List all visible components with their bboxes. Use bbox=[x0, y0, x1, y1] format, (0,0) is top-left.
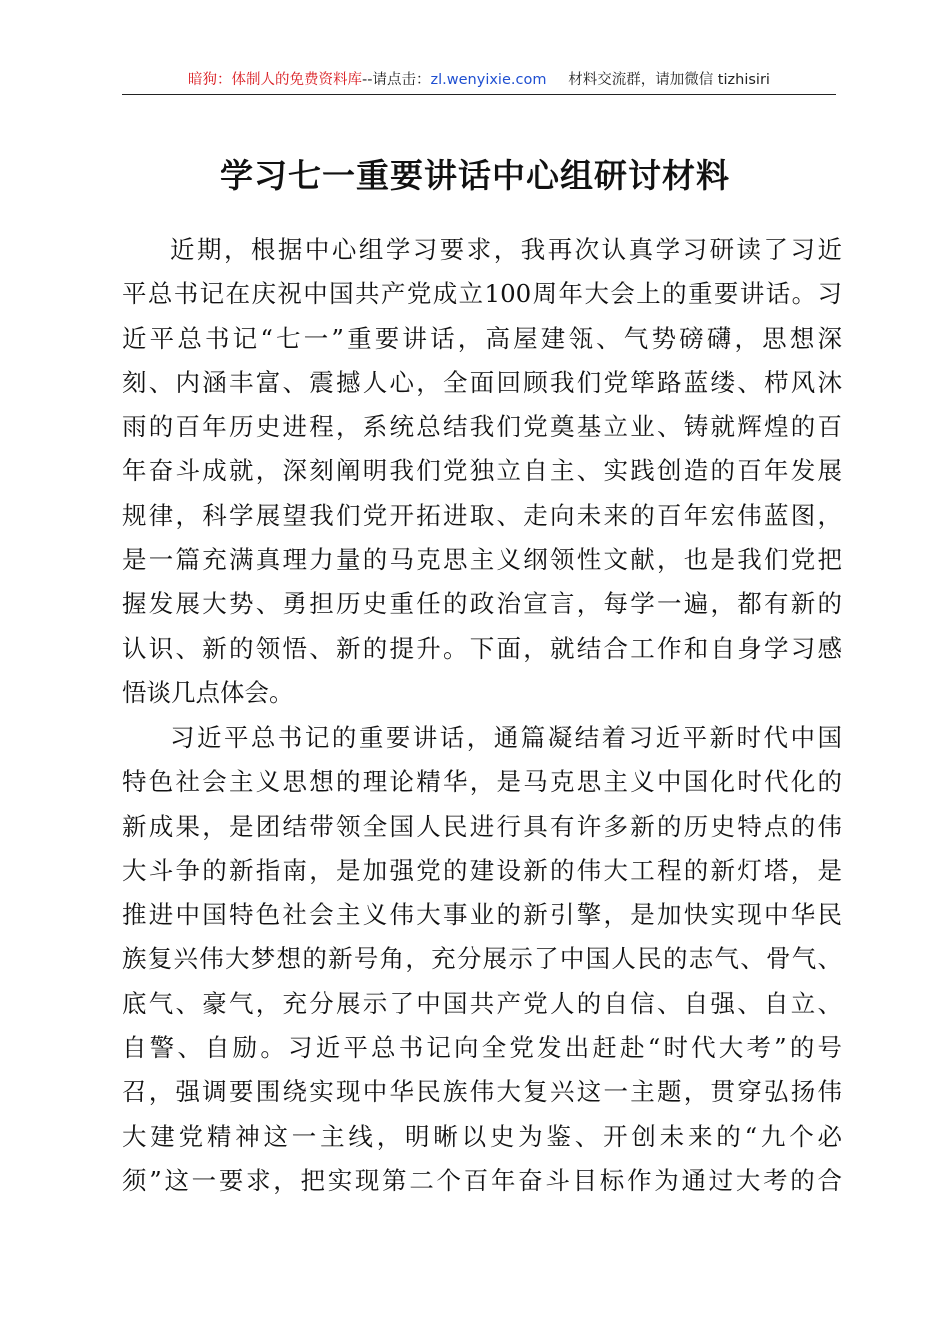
paragraph-1 bbox=[122, 228, 842, 715]
paragraph-line: 特色社会主义思想的理论精华，是马克思主义中国化时代化的 bbox=[122, 767, 842, 797]
document-title: 学习七一重要讲话中心组研讨材料 bbox=[220, 156, 730, 195]
paragraph-line: 须”这一要求，把实现第二个百年奋斗目标作为通过大考的合 bbox=[122, 1165, 842, 1195]
header-wechat-text: 材料交流群，请加微信 tizhisiri bbox=[568, 72, 770, 88]
paragraph-line: 大建党精神这一主线，明晰以史为鉴、开创未来的“九个必 bbox=[122, 1121, 842, 1151]
header-click-prompt: --请点击： bbox=[362, 72, 431, 88]
header-wechat-note bbox=[546, 72, 769, 88]
header-link[interactable]: zl.wenyixie.com bbox=[430, 72, 547, 88]
paragraph-line: 雨的百年历史进程，系统总结我们党奠基立业、铸就辉煌的百 bbox=[122, 412, 842, 442]
paragraph-line: 自警、自励。习近平总书记向全党发出赶赴“时代大考”的号 bbox=[122, 1033, 842, 1063]
paragraph-line: 大斗争的新指南，是加强党的建设新的伟大工程的新灯塔，是 bbox=[122, 855, 842, 885]
paragraph-line: 认识、新的领悟、新的提升。下面，就结合工作和自身学习感 bbox=[122, 633, 842, 663]
paragraph-line: 是一篇充满真理力量的马克思主义纲领性文献，也是我们党把 bbox=[122, 545, 842, 575]
paragraph-line: 新成果，是团结带领全国人民进行具有许多新的历史特点的伟 bbox=[122, 811, 842, 841]
paragraph-line: 召，强调要围绕实现中华民族伟大复兴这一主题，贯穿弘扬伟 bbox=[122, 1077, 842, 1107]
paragraph-line: 平总书记在庆祝中国共产党成立100周年大会上的重要讲话。习 bbox=[122, 279, 842, 309]
paragraph-line: 族复兴伟大梦想的新号角，充分展示了中国人民的志气、骨气、 bbox=[122, 944, 842, 974]
paragraph-line: 近平总书记“七一”重要讲话，高屋建瓴、气势磅礴，思想深 bbox=[122, 323, 842, 353]
paragraph-line: 推进中国特色社会主义伟大事业的新引擎，是加快实现中华民 bbox=[122, 900, 842, 930]
paragraph-line: 悟谈几点体会。 bbox=[122, 677, 294, 707]
paragraph-line: 年奋斗成就，深刻阐明我们党独立自主、实践创造的百年发展 bbox=[122, 456, 842, 486]
paragraph-line: 规律，科学展望我们党开拓进取、走向未来的百年宏伟蓝图， bbox=[122, 500, 842, 530]
header-site-name: 暗狗：体制人的免费资料库 bbox=[188, 72, 363, 88]
paragraph-line: 底气、豪气，充分展示了中国共产党人的自信、自强、自立、 bbox=[122, 988, 842, 1018]
paragraph-line: 习近平总书记的重要讲话，通篇凝结着习近平新时代中国 bbox=[170, 723, 842, 752]
paragraph-line: 近期，根据中心组学习要求，我再次认真学习研读了习近 bbox=[170, 235, 842, 264]
paragraph-line: 握发展大势、勇担历史重任的政治宣言，每学一遍，都有新的 bbox=[122, 589, 842, 619]
paragraph-line: 刻、内涵丰富、震撼人心，全面回顾我们党筚路蓝缕、栉风沐 bbox=[122, 367, 842, 397]
paragraph-2 bbox=[122, 716, 842, 1203]
page-header bbox=[122, 68, 836, 95]
